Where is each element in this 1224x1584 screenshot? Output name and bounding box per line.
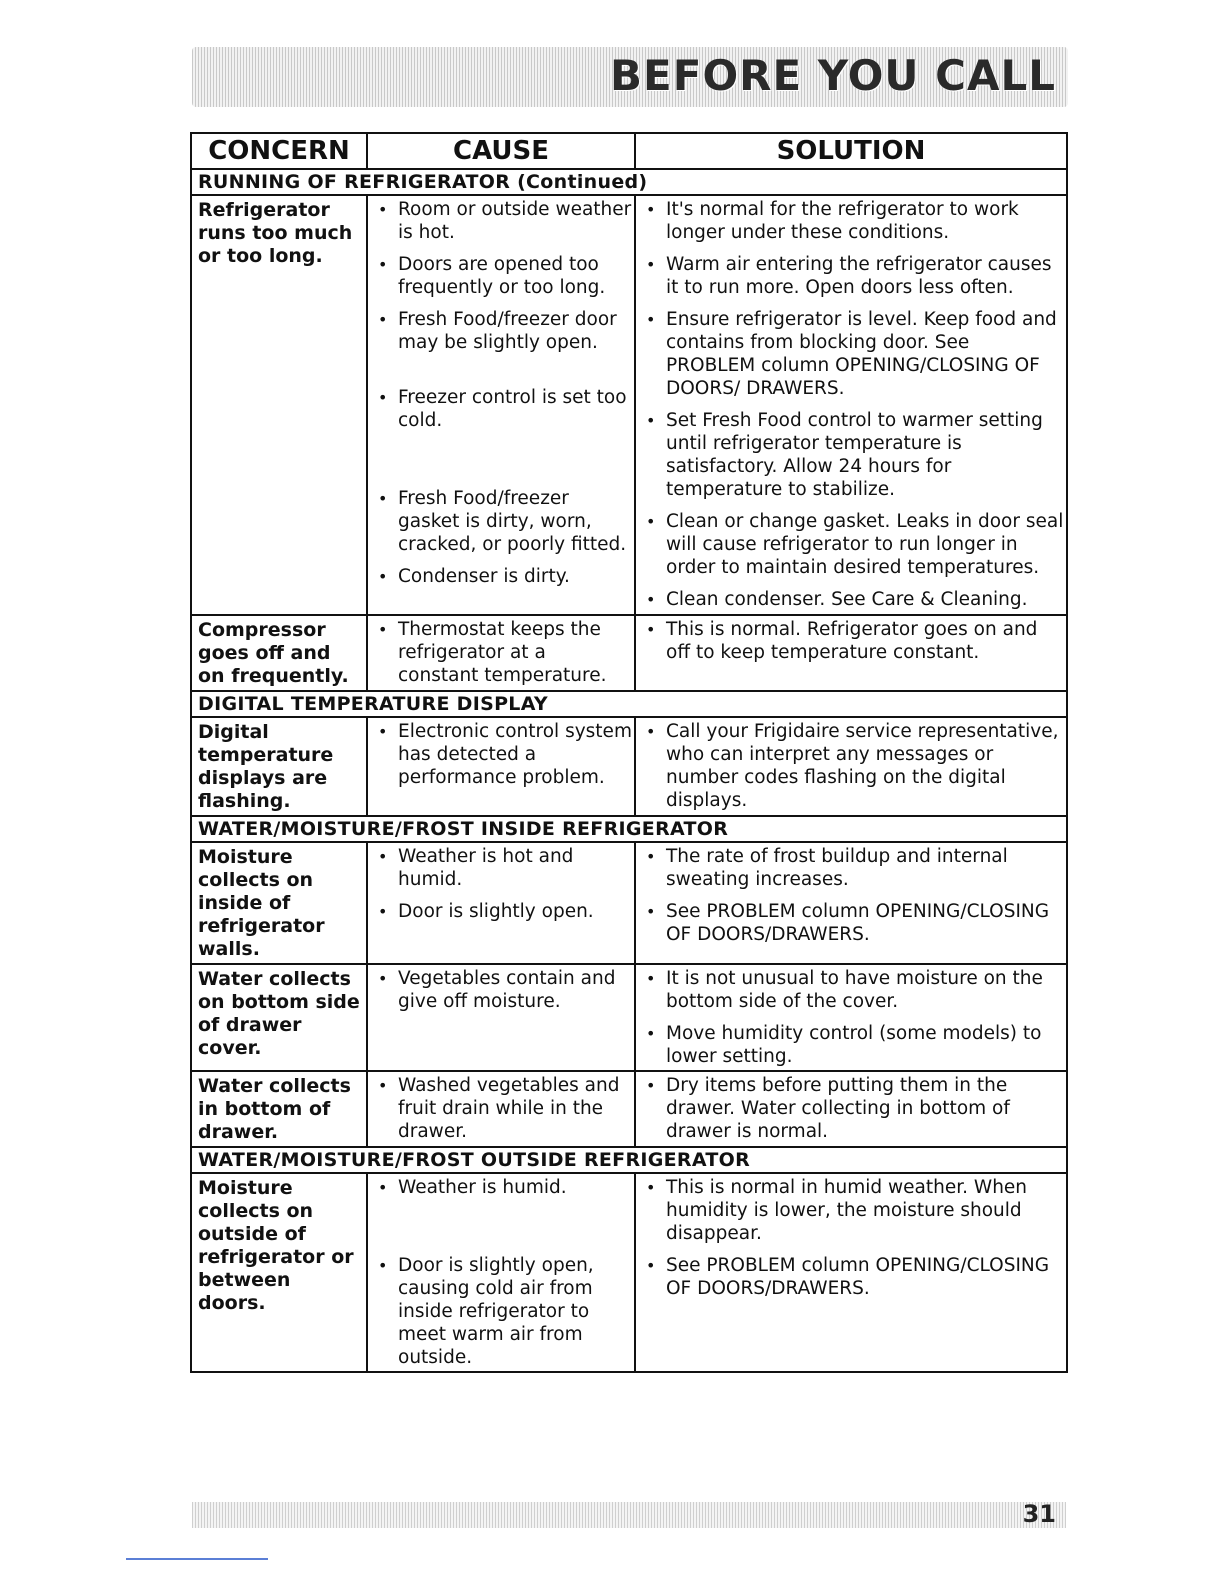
cause-cell <box>367 717 635 816</box>
cause-item: • Weather is hot and humid. <box>374 845 632 891</box>
solution-item: • Dry items before putting them in the drawer. Water collecting in bottom of drawer is normal. <box>642 1074 1064 1143</box>
solution-cell <box>635 1173 1067 1372</box>
cause-cell <box>367 1173 635 1372</box>
solution-item: • Set Fresh Food control to warmer setting until refrigerator temperature is satisfactory. Allow 24 hours for temperature to stabilize. <box>642 409 1064 501</box>
table-row <box>191 964 1067 1071</box>
section-title: DIGITAL TEMPERATURE DISPLAY <box>191 691 1067 717</box>
concern-cell: Compressor goes off and on frequently. <box>191 615 367 691</box>
solution-item: • Move humidity control (some models) to lower setting. <box>642 1022 1064 1068</box>
solution-cell <box>635 1071 1067 1147</box>
column-header-cause: CAUSE <box>367 133 635 169</box>
table-row <box>191 1071 1067 1147</box>
concern-cell: Water collects in bottom of drawer. <box>191 1071 367 1147</box>
concern-cell: Moisture collects on outside of refrigerator or between doors. <box>191 1173 367 1372</box>
cause-item: • Thermostat keeps the refrigerator at a constant temperature. <box>374 618 632 687</box>
header-banner <box>192 47 1068 107</box>
table-row <box>191 1173 1067 1372</box>
cause-cell <box>367 842 635 964</box>
cause-item: • Fresh Food/freezer door may be slightly open. <box>374 308 632 354</box>
table-row <box>191 842 1067 964</box>
column-header-concern: CONCERN <box>191 133 367 169</box>
solution-cell <box>635 964 1067 1071</box>
divider <box>126 1558 268 1560</box>
solution-item: • See PROBLEM column OPENING/CLOSING OF DOORS/DRAWERS. <box>642 900 1064 946</box>
solution-item: • This is normal. Refrigerator goes on and off to keep temperature constant. <box>642 618 1064 664</box>
cause-cell <box>367 964 635 1071</box>
concern-cell: Water collects on bottom side of drawer cover. <box>191 964 367 1071</box>
cause-cell <box>367 195 635 615</box>
table-row <box>191 195 1067 615</box>
solution-item: • This is normal in humid weather. When humidity is lower, the moisture should disappear. <box>642 1176 1064 1245</box>
concern-cell: Refrigerator runs too much or too long. <box>191 195 367 615</box>
section-title: WATER/MOISTURE/FROST OUTSIDE REFRIGERATOR <box>191 1147 1067 1173</box>
column-header-solution: SOLUTION <box>635 133 1067 169</box>
concern-cell: Moisture collects on inside of refrigerator walls. <box>191 842 367 964</box>
cause-item: • Room or outside weather is hot. <box>374 198 632 244</box>
cause-item: • Freezer control is set too cold. <box>374 386 632 432</box>
solution-item: • Warm air entering the refrigerator causes it to run more. Open doors less often. <box>642 253 1064 299</box>
cause-item: • Weather is humid. <box>374 1176 632 1199</box>
cause-item: • Doors are opened too frequently or too long. <box>374 253 632 299</box>
page-number: 31 <box>1022 1500 1056 1528</box>
section-title: RUNNING OF REFRIGERATOR (Continued) <box>191 169 1067 195</box>
footer-strip <box>192 1502 1066 1528</box>
solution-item: • The rate of frost buildup and internal sweating increases. <box>642 845 1064 891</box>
solution-item: • Ensure refrigerator is level. Keep food and contains from blocking door. See PROBLEM column OPENING/CLOSING OF DOORS/ DRAWERS. <box>642 308 1064 400</box>
troubleshooting-table <box>190 132 1068 1373</box>
cause-item: • Condenser is dirty. <box>374 565 632 588</box>
solution-item: • Clean or change gasket. Leaks in door seal will cause refrigerator to run longer in order to maintain desired temperatures. <box>642 510 1064 579</box>
cause-cell <box>367 615 635 691</box>
solution-item: • See PROBLEM column OPENING/CLOSING OF DOORS/DRAWERS. <box>642 1254 1064 1300</box>
section-title: WATER/MOISTURE/FROST INSIDE REFRIGERATOR <box>191 816 1067 842</box>
solution-item: • Call your Frigidaire service representative, who can interpret any messages or number codes flashing on the digital displays. <box>642 720 1064 812</box>
cause-cell <box>367 1071 635 1147</box>
cause-item: • Door is slightly open, causing cold air from inside refrigerator to meet warm air from outside. <box>374 1254 632 1369</box>
page-title: BEFORE YOU CALL <box>610 51 1056 100</box>
cause-item: • Door is slightly open. <box>374 900 632 923</box>
solution-cell <box>635 717 1067 816</box>
solution-item: • Clean condenser. See Care & Cleaning. <box>642 588 1064 611</box>
solution-cell <box>635 615 1067 691</box>
table-row <box>191 717 1067 816</box>
solution-item: • It's normal for the refrigerator to work longer under these conditions. <box>642 198 1064 244</box>
solution-cell <box>635 842 1067 964</box>
solution-cell <box>635 195 1067 615</box>
cause-item: • Washed vegetables and fruit drain while in the drawer. <box>374 1074 632 1143</box>
concern-cell: Digital temperature displays are flashing. <box>191 717 367 816</box>
table-row <box>191 615 1067 691</box>
cause-item: • Fresh Food/freezer gasket is dirty, worn, cracked, or poorly fitted. <box>374 487 632 556</box>
cause-item: • Electronic control system has detected a performance problem. <box>374 720 632 789</box>
solution-item: • It is not unusual to have moisture on the bottom side of the cover. <box>642 967 1064 1013</box>
cause-item: • Vegetables contain and give off moisture. <box>374 967 632 1013</box>
